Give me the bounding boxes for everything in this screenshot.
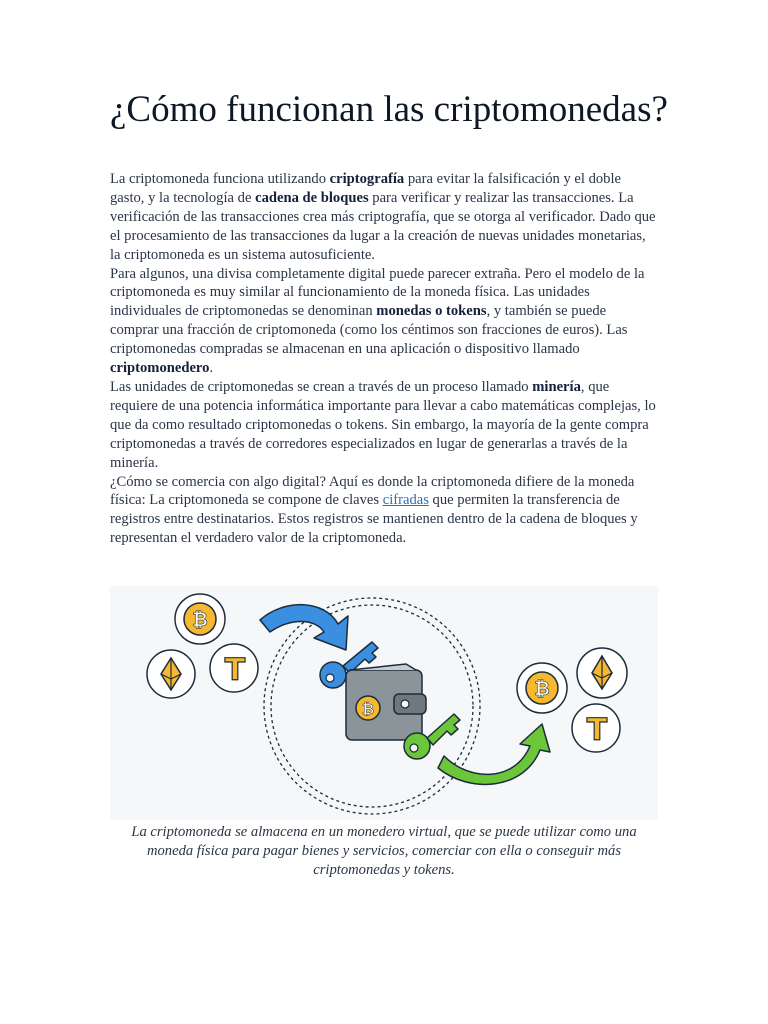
inline-link[interactable]: cifradas <box>382 492 429 509</box>
bold-term: criptografía <box>329 171 405 187</box>
text-run: que permiten la transferencia de registros entre destinatarios. Estos registros se mantienen dentro de la cadena de bloques y representan el verdadero valor de la criptomoneda. <box>110 492 638 547</box>
text-run: para evitar la falsificación y el doble gasto, y la tecnología de <box>110 171 621 206</box>
text-run: . <box>209 360 214 377</box>
green-arrow-icon <box>438 724 550 784</box>
svg-text:T: T <box>586 713 608 748</box>
paragraph-1 <box>110 170 656 265</box>
svg-text:T: T <box>224 653 246 688</box>
text-run: para verificar y realizar las transacciones. La verificación de las transacciones crea más criptografía, que se otorga al verificador. Dado que el procesamiento de las transacciones da lugar a la creación de nuevas unidades monetarias, la criptomoneda es un sistema autosuficiente. <box>110 189 656 263</box>
svg-text:₿: ₿ <box>361 700 375 718</box>
bold-term: cadena de bloques <box>255 189 369 206</box>
article-body <box>110 170 656 548</box>
text-run: ¿Cómo se comercia con algo digital? Aquí es donde la criptomoneda difiere de la moneda física: La criptomoneda se compone de claves <box>110 473 635 509</box>
ethereum-icon <box>147 650 195 698</box>
bitcoin-icon <box>517 663 567 713</box>
illustration-svg <box>110 586 658 820</box>
wallet-icon <box>346 664 426 740</box>
bitcoin-icon <box>175 594 225 644</box>
bold-term: monedas o tokens <box>376 303 487 320</box>
crypto-wallet-illustration <box>110 586 658 820</box>
text-run: , que requiere de una potencia informática importante para llevar a cabo matemáticas complejas, lo que da como resultado criptomonedas o tokens. Sin embargo, la mayoría de la gente compra criptomonedas a través de corredores especializados en lugar de generarlas a través de la minería. <box>110 378 656 471</box>
svg-text:₿: ₿ <box>534 678 550 700</box>
page-title: ¿Cómo funcionan las criptomonedas? <box>110 89 668 130</box>
paragraph-4 <box>110 473 656 549</box>
ethereum-icon <box>577 648 627 698</box>
paragraph-3 <box>110 378 656 473</box>
tether-icon <box>210 644 258 692</box>
text-run: Para algunos, una divisa completamente digital puede parecer extraña. Pero el modelo de la criptomoneda es muy similar al funcionamiento de la moneda física. Las unidades individuales de criptomonedas se denominan <box>110 265 645 320</box>
text-run: La criptomoneda funciona utilizando <box>110 171 330 187</box>
paragraph-2 <box>110 265 656 378</box>
figure-caption: La criptomoneda se almacena en un monedero virtual, que se puede utilizar como una moneda física para pagar bienes y servicios, comerciar con ella o conseguir más criptomonedas y tokens. <box>131 824 637 878</box>
text-run: , y también se puede comprar una fracción de criptomoneda (como los céntimos son fracciones de euros). Las criptomonedas compradas se almacenan en una aplicación o dispositivo llamado <box>110 303 628 358</box>
svg-text:₿: ₿ <box>192 609 208 631</box>
tether-icon <box>572 704 620 752</box>
bold-term: minería <box>532 378 581 395</box>
bold-term: criptomonedero <box>110 360 210 377</box>
blue-arrow-icon <box>260 605 348 650</box>
text-run: Las unidades de criptomonedas se crean a través de un proceso llamado <box>110 378 533 395</box>
